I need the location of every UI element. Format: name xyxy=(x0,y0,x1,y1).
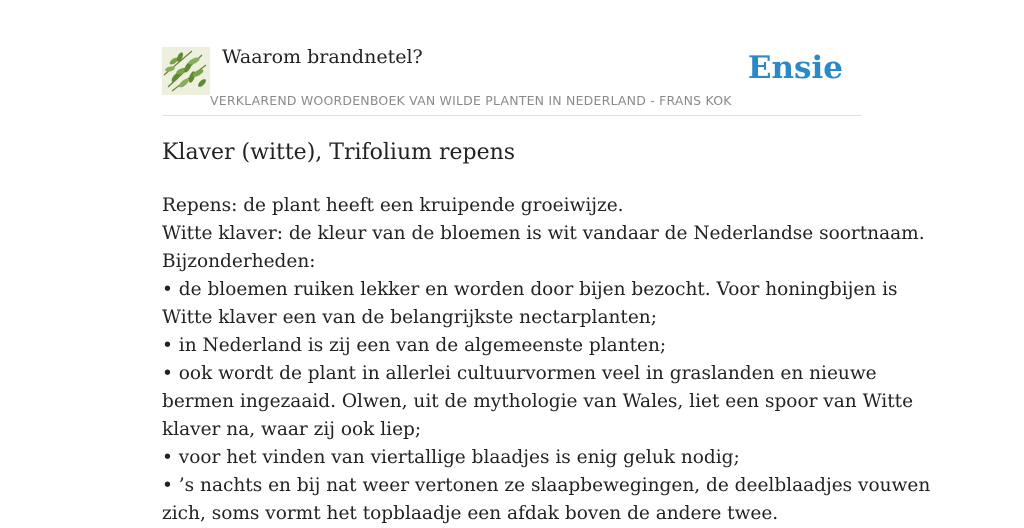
entry-line: klaver na, waar zij ook liep; xyxy=(162,419,422,440)
entry-line: Witte klaver een van de belangrijkste nectarplanten; xyxy=(162,307,657,328)
entry-card xyxy=(162,0,931,524)
entry-title: Klaver (witte), Trifolium repens xyxy=(162,140,516,165)
entry-line: • ’s nachts en bij nat weer vertonen ze slaapbewegingen, de deelblaadjes vouwen xyxy=(162,475,931,496)
entry-body xyxy=(162,192,931,528)
entry-line: • ook wordt de plant in allerlei cultuurvormen veel in graslanden en nieuwe xyxy=(162,363,877,384)
header-divider xyxy=(162,115,862,116)
entry-line: • in Nederland is zij een van de algemeenste planten; xyxy=(162,335,667,356)
leaf-thumbnail-svg xyxy=(162,47,210,95)
entry-line: zich, soms vormt het topblaadje een afdak boven de andere twee. xyxy=(162,503,779,524)
entry-line: • voor het vinden van viertallige blaadjes is enig geluk nodig; xyxy=(162,447,740,468)
ensie-logo[interactable]: Ensie xyxy=(747,50,843,86)
entry-line: • de bloemen ruiken lekker en worden door bijen bezocht. Voor honingbijen is xyxy=(162,279,898,300)
source-reference[interactable]: VERKLAREND WOORDENBOEK VAN WILDE PLANTEN IN NEDERLAND - FRANS KOK xyxy=(210,93,732,108)
entry-line: Bijzonderheden: xyxy=(162,251,316,272)
leaf-thumbnail-icon[interactable] xyxy=(162,47,210,95)
entry-line: bermen ingezaaid. Olwen, uit de mythologie van Wales, liet een spoor van Witte xyxy=(162,391,914,412)
entry-line: Witte klaver: de kleur van de bloemen is wit vandaar de Nederlandse soortnaam. xyxy=(162,223,925,244)
entry-line: Repens: de plant heeft een kruipende groeiwijze. xyxy=(162,195,624,216)
collection-title[interactable]: Waarom brandnetel? xyxy=(222,46,423,68)
